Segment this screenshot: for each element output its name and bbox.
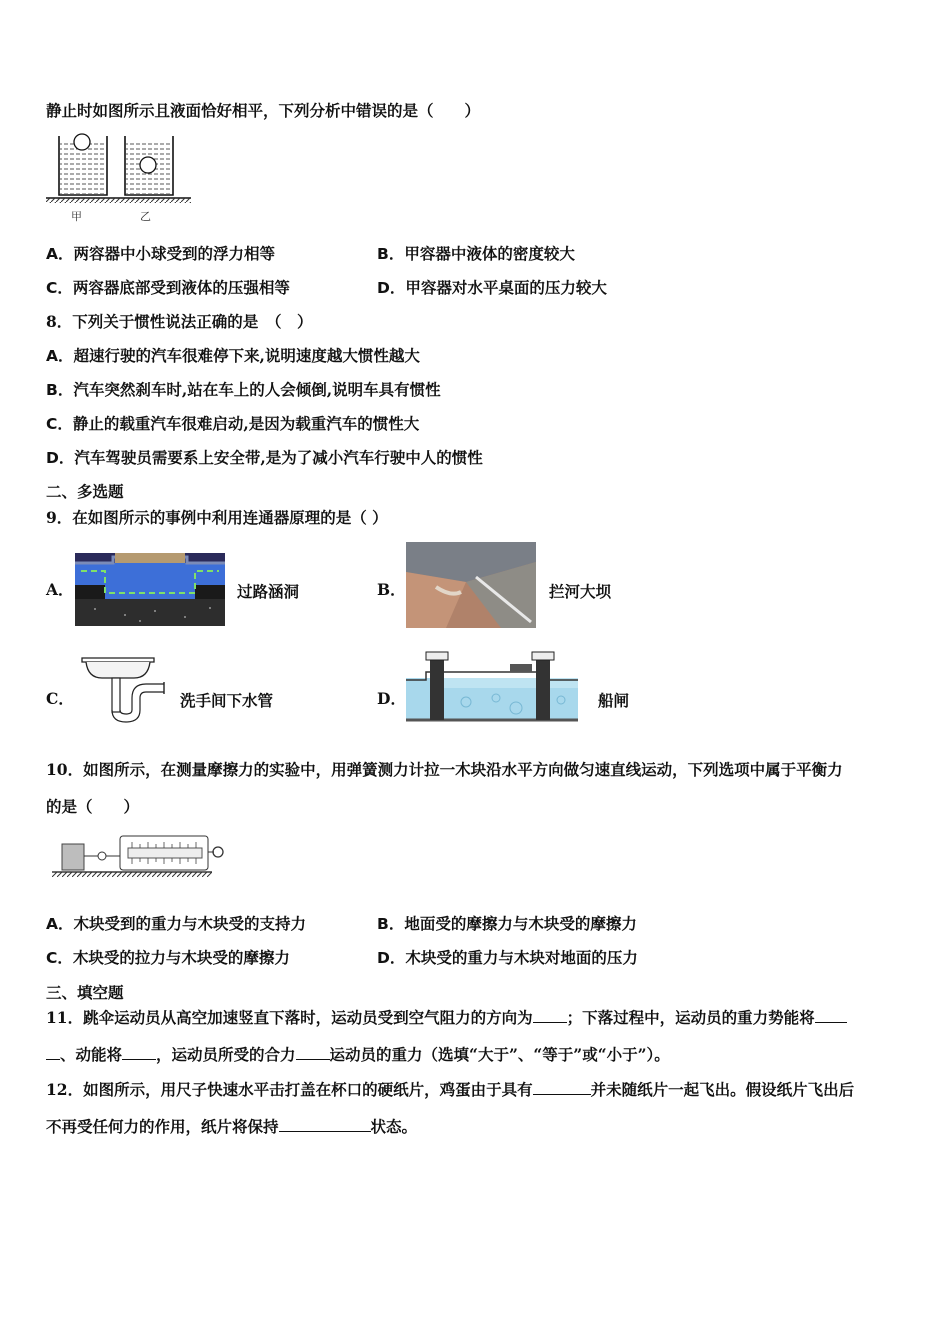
q8-stem: 8．下列关于惯性说法正确的是 （ ） (46, 312, 313, 331)
option-text: 汽车突然刹车时,站在车上的人会倾倒,说明车具有惯性 (73, 380, 441, 399)
q9-option-d-caption: 船闸 (598, 691, 630, 710)
q9-option-d-label[interactable]: D． (377, 689, 406, 708)
q10-spring-scale-figure (52, 832, 227, 882)
q7-label-jia: 甲 (71, 210, 82, 223)
q9-ship-lock-image[interactable] (406, 650, 578, 726)
q8-option-b[interactable] (46, 380, 441, 400)
option-label: B． (377, 915, 405, 933)
q10-option-b[interactable] (377, 914, 637, 934)
option-label: A． (46, 915, 74, 933)
q9-dam-image[interactable] (406, 542, 536, 628)
option-text: 两容器中小球受到的浮力相等 (73, 244, 276, 263)
q12-blank-1[interactable] (533, 1080, 591, 1095)
q8-option-a[interactable] (46, 346, 420, 366)
q7-label-yi: 乙 (140, 210, 151, 223)
q10-option-a[interactable] (46, 914, 306, 934)
q7-option-a[interactable] (46, 244, 275, 264)
q9-culvert-image[interactable] (75, 553, 225, 626)
q11-blank-2a[interactable] (815, 1008, 847, 1023)
q11-blank-3[interactable] (122, 1045, 156, 1060)
q9-option-c-caption: 洗手间下水管 (180, 691, 274, 710)
q9-option-b-label[interactable]: B． (377, 580, 406, 599)
q9-option-a-label[interactable]: A． (46, 580, 74, 599)
option-text: 甲容器中液体的密度较大 (404, 244, 575, 263)
q9-option-a-caption: 过路涵洞 (237, 582, 300, 601)
option-text: 甲容器对水平桌面的压力较大 (405, 278, 607, 297)
option-text: 超速行驶的汽车很难停下来,说明速度越大惯性越大 (73, 346, 420, 365)
q10-option-c[interactable] (46, 948, 290, 968)
q11-line1 (46, 1008, 847, 1028)
q12-text-3: 不再受任何力的作用，纸片将保持 (46, 1117, 279, 1136)
q8-option-d[interactable] (46, 448, 483, 468)
q10-option-d[interactable] (377, 948, 638, 968)
q9-option-c-label[interactable]: C． (46, 689, 74, 708)
q11-text-4: ，运动员所受的合力 (156, 1045, 296, 1064)
option-label: B． (46, 381, 74, 399)
q12-line1 (46, 1080, 854, 1100)
q11-blank-4[interactable] (296, 1045, 330, 1060)
q12-blank-2[interactable] (279, 1117, 371, 1132)
option-text: 木块受的拉力与木块受的摩擦力 (72, 948, 290, 967)
q10-stem-line1: 10．如图所示，在测量摩擦力的实验中，用弹簧测力计拉一木块沿水平方向做匀速直线运动，下列选项中属于平衡力 (46, 760, 843, 779)
q12-text-1: 12．如图所示，用尺子快速水平击打盖在杯口的硬纸片，鸡蛋由于具有 (46, 1080, 533, 1099)
q7-stem: 静止时如图所示且液面恰好相平，下列分析中错误的是（ ） (46, 101, 481, 120)
q9-sink-drain-image[interactable] (78, 652, 178, 726)
q10-stem-line2: 的是（ ） (46, 797, 140, 816)
option-label: B． (377, 245, 405, 263)
option-label: C． (46, 415, 73, 433)
section-heading-fill-in: 三、填空题 (46, 983, 124, 1002)
q8-option-c[interactable] (46, 414, 419, 434)
option-text: 木块受的重力与木块对地面的压力 (405, 948, 638, 967)
q11-text-1: 11．跳伞运动员从高空加速竖直下落时，运动员受到空气阻力的方向为 (46, 1008, 533, 1027)
q11-line2 (46, 1045, 670, 1065)
option-label: D． (46, 449, 75, 467)
option-text: 木块受到的重力与木块受的支持力 (73, 914, 307, 933)
q11-blank-1[interactable] (533, 1008, 567, 1023)
option-label: A． (46, 347, 74, 365)
option-text: 地面受的摩擦力与木块受的摩擦力 (404, 914, 637, 933)
q7-option-b[interactable] (377, 244, 575, 264)
option-text: 静止的载重汽车很难启动,是因为载重汽车的惯性大 (72, 414, 420, 433)
section-heading-multi-choice: 二、多选题 (46, 482, 124, 501)
q7-option-c[interactable] (46, 278, 290, 298)
q11-text-3: 、动能将 (60, 1045, 123, 1064)
q11-text-2: ；下落过程中，运动员的重力势能将 (566, 1008, 815, 1027)
q7-container-figure (46, 132, 196, 224)
q12-line2 (46, 1117, 417, 1137)
q11-blank-2b[interactable] (46, 1045, 60, 1060)
q9-option-b-caption: 拦河大坝 (549, 582, 612, 601)
q9-stem: 9．在如图所示的事例中利用连通器原理的是（ ） (46, 508, 388, 527)
option-label: C． (46, 949, 73, 967)
q7-option-d[interactable] (377, 278, 607, 298)
option-label: D． (377, 279, 406, 297)
option-text: 汽车驾驶员需要系上安全带,是为了减小汽车行驶中人的惯性 (74, 448, 483, 467)
option-label: D． (377, 949, 406, 967)
option-text: 两容器底部受到液体的压强相等 (72, 278, 290, 297)
q11-text-5: 运动员的重力（选填“大于”、“等于”或“小于”）。 (329, 1045, 670, 1064)
q12-text-4: 状态。 (370, 1117, 418, 1136)
option-label: A． (46, 245, 74, 263)
option-label: C． (46, 279, 73, 297)
q12-text-2: 并未随纸片一起飞出。假设纸片飞出后 (590, 1080, 855, 1099)
